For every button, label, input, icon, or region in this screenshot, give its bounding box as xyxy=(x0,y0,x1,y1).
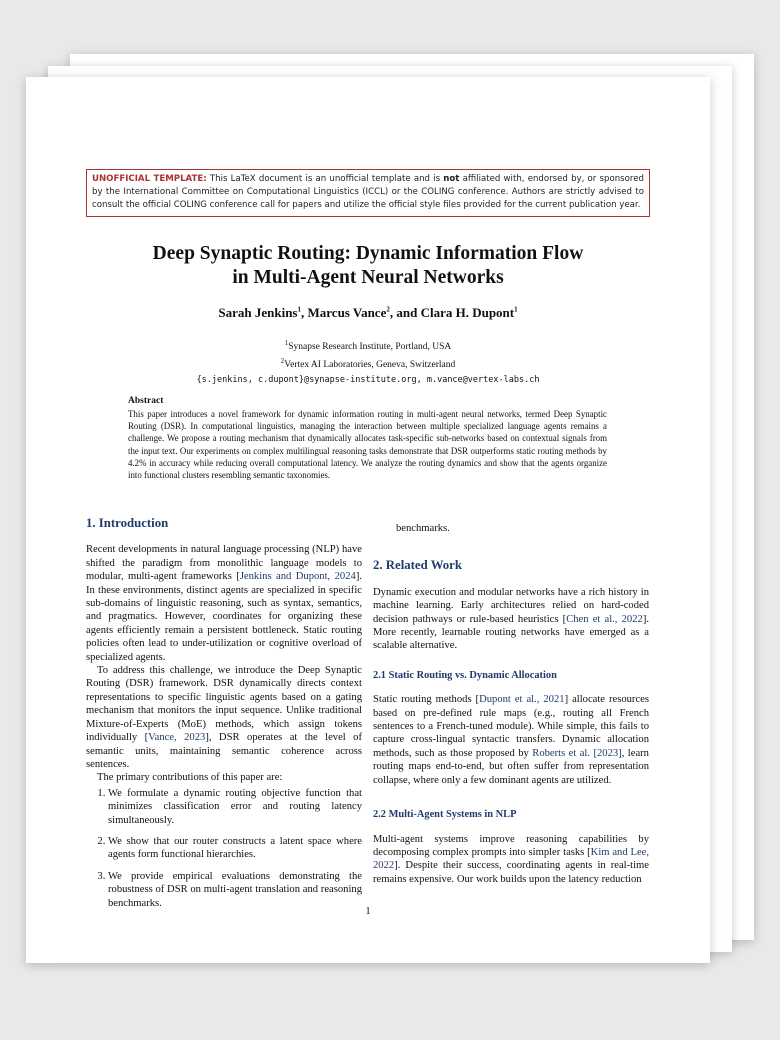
related-p1-text-a: Dynamic execution and modular networks have a rich history in machine learning. Early architectures relied on hard-coded decision pathways or rule-based heuristics [ xyxy=(373,586,649,625)
author-3-affil: 1 xyxy=(514,305,518,314)
s22-text-b: ]. Despite their success, coordinating agents in real-time remains expensive. Our work builds upon the latency reduction xyxy=(373,860,649,885)
contribution-item: 3. We provide empirical evaluations demonstrating the robustness of DSR on multi-agent translation and reasoning benchmarks. xyxy=(108,870,362,910)
author-1-affil: 1 xyxy=(297,305,301,314)
affiliations xyxy=(26,337,710,388)
citation-dupont[interactable]: Dupont et al., 2021 xyxy=(479,694,565,706)
paper-page xyxy=(26,77,710,963)
s21-text-a: Static routing methods [ xyxy=(373,694,480,706)
section-introduction-heading: 1. Introduction xyxy=(86,516,169,530)
affiliation-1-text: Synapse Research Institute, Portland, USA xyxy=(288,342,452,353)
abstract-heading: Abstract xyxy=(128,396,164,406)
page-number: 1 xyxy=(365,906,371,917)
notice-text-1: This LaTeX document is an unofficial template and is xyxy=(206,174,444,184)
title-line-1: Deep Synaptic Routing: Dynamic Information Flow xyxy=(152,243,584,264)
author-emails: {s.jenkins, c.dupont}@synapse-institute.org, m.vance@vertex-labs.ch xyxy=(196,375,540,386)
contributions-list xyxy=(86,787,362,910)
intro-paragraph-1 xyxy=(86,543,362,664)
abstract-text: This paper introduces a novel framework for dynamic information routing in multi-agent neural networks, termed Deep Synaptic Routing (DSR). In computational linguistics, managing the interaction between multiple specialized language agents remains a challenge. We propose a routing mechanism that dynamically allocates task-specific sub-networks based on contextual signals from the input text. Our experiments on complex multilingual reasoning tasks demonstrate that DSR outperforms static routing methods by 4.2% in accuracy while reducing overall computational latency. We analyze the routing dynamics and show that the agents organize into functional clusters resembling semantic taxonomies. xyxy=(128,409,607,481)
subsection-2-2-paragraph xyxy=(373,833,649,887)
contribution-item: 1. We formulate a dynamic routing objective function that minimizes classification error and routing latency simultaneously. xyxy=(108,787,362,827)
title-line-2: in Multi-Agent Neural Networks xyxy=(232,267,504,288)
section-related-work-heading: 2. Related Work xyxy=(373,558,462,573)
intro-paragraph-2 xyxy=(86,664,362,771)
author-2-affil: 2 xyxy=(386,305,390,314)
affiliation-2-text: Vertex AI Laboratories, Geneva, Switzerland xyxy=(284,359,456,370)
s22-text-a: Multi-agent systems improve reasoning capabilities by decomposing complex prompts into simpler tasks [ xyxy=(373,833,649,858)
intro-p2-text-a: To address this challenge, we introduce the Deep Synaptic Routing (DSR) framework. DSR dynamically directs context representations to specific linguistic agents based on a gating mechanism that monitors the input sequence. Unlike traditional Mixture-of-Experts (MoE) methods, which assign tokens individually [ xyxy=(86,665,362,744)
intro-p1-text-a: Recent developments in natural language processing (NLP) have shifted the paradigm from monolithic language models to modular, multi-agent frameworks [ xyxy=(86,544,362,583)
carry-over-text: benchmarks. xyxy=(396,523,450,534)
affiliation-2 xyxy=(26,355,710,373)
subsection-2-2-heading: 2.2 Multi-Agent Systems in NLP xyxy=(373,809,517,821)
affiliation-1-mark: 1 xyxy=(284,339,289,347)
related-p1-text-b: ]. More recently, learnable routing networks have emerged as a scalable alternative. xyxy=(373,613,649,652)
intro-p2-text-b: ], DSR operates at the level of semantic units, maintaining semantic coherence across sentences. xyxy=(86,732,362,770)
author-1: Sarah Jenkins xyxy=(218,305,298,320)
notice-lead: UNOFFICIAL TEMPLATE: xyxy=(92,174,207,184)
paper-title xyxy=(26,242,710,290)
citation-vance[interactable]: Vance, 2023 xyxy=(148,732,206,744)
unofficial-template-notice xyxy=(86,169,650,217)
author-2: , Marcus Vance xyxy=(301,305,387,320)
citation-roberts[interactable]: Roberts et al. [2023] xyxy=(532,747,622,759)
s21-text-b: ] allocate resources based on pre-defined rule maps (e.g., routing all French sentences to a French-tuned module). While simple, this fails to capture cross-lingual syntactic transfers. Dynamic allocation methods, such as those proposed by xyxy=(373,694,649,759)
subsection-2-1-paragraph xyxy=(373,693,649,787)
notice-text-2: affiliated with, endorsed by, or sponsored by the International Committee on Computational Linguistics (ICCL) or the COLING conference. Authors are strictly advised to consult the official COLING conference call for papers and utilize the official style files provided for the current publication year. xyxy=(92,174,644,211)
subsection-2-1-heading: 2.1 Static Routing vs. Dynamic Allocation xyxy=(373,669,557,681)
intro-p1-text-b: ]. In these environments, distinct agents are specialized in specific sub-domains of linguistic reasoning, such as syntax, semantics, and pragmatics. However, coordinates for organizing these agents efficiently remain a persistent bottleneck. Static routing policies often lead to under-utilization or cognitive overload of specialized agents. xyxy=(86,571,363,663)
s21-text-c: , learn routing maps end-to-end, but often suffer from representation collapse, where only a few dominant agents are utilized. xyxy=(373,747,649,786)
notice-bold: not xyxy=(443,174,460,184)
citation-chen[interactable]: Chen et al., 2022 xyxy=(566,613,643,625)
citation-jenkins-dupont[interactable]: Jenkins and Dupont, 2024 xyxy=(239,571,356,583)
contribution-item: 2. We show that our router constructs a latent space where agents form functional hierarchies. xyxy=(108,835,362,862)
right-column xyxy=(373,522,649,886)
citation-kim-lee[interactable]: Kim and Lee, 2022 xyxy=(373,846,649,872)
affiliation-2-mark: 2 xyxy=(280,356,285,365)
author-3: , and Clara H. Dupont xyxy=(389,305,515,320)
author-list xyxy=(26,305,710,321)
intro-paragraph-3: The primary contributions of this paper are: xyxy=(97,772,283,784)
related-paragraph-1 xyxy=(373,586,649,653)
left-column xyxy=(86,517,362,910)
affiliation-1 xyxy=(26,337,710,355)
